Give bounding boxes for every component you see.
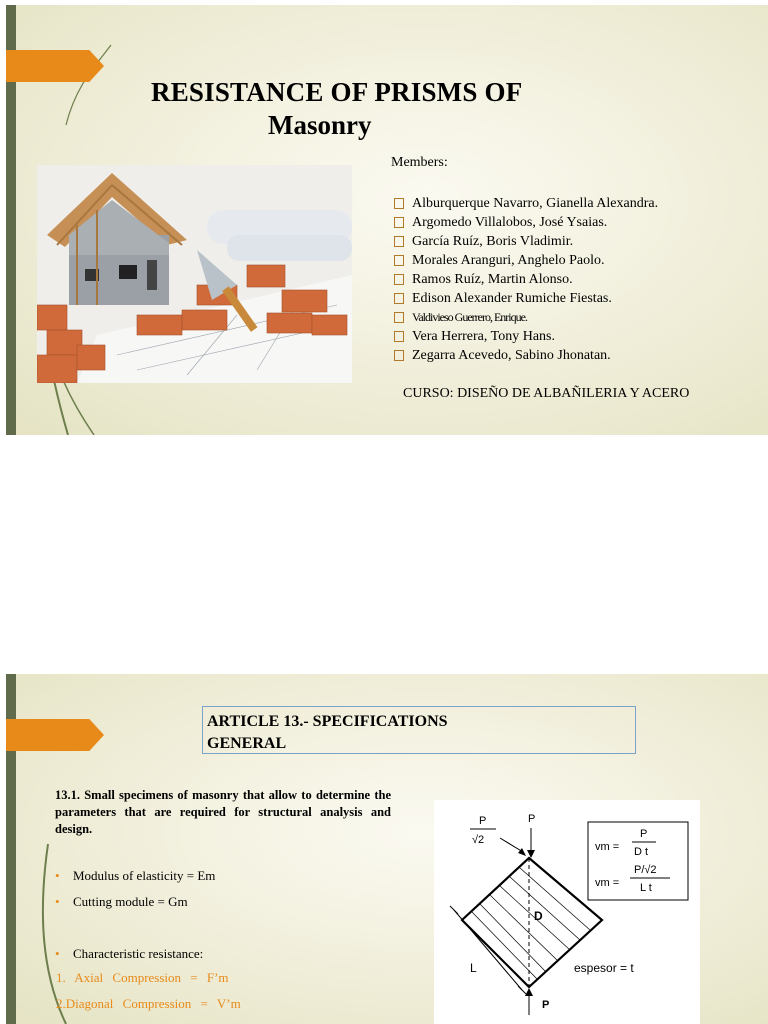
checkbox-bullet-icon bbox=[394, 255, 404, 266]
svg-text:P/√2: P/√2 bbox=[634, 864, 657, 876]
svg-text:P: P bbox=[528, 813, 536, 825]
members-list bbox=[394, 194, 658, 365]
checkbox-bullet-icon bbox=[394, 217, 404, 228]
article-heading-line1: ARTICLE 13.- SPECIFICATIONS bbox=[207, 713, 448, 730]
checkbox-bullet-icon bbox=[394, 312, 404, 323]
checkbox-bullet-icon bbox=[394, 293, 404, 304]
svg-text:vm =: vm = bbox=[595, 841, 620, 853]
checkbox-bullet-icon bbox=[394, 274, 404, 285]
checkbox-bullet-icon bbox=[394, 331, 404, 342]
svg-text:P: P bbox=[479, 815, 487, 827]
article-heading-line2: GENERAL bbox=[207, 735, 287, 752]
member-item: Zegarra Acevedo, Sabino Jhonatan. bbox=[394, 346, 658, 365]
svg-text:L: L bbox=[470, 961, 477, 975]
svg-text:D t: D t bbox=[634, 846, 649, 858]
svg-text:L t: L t bbox=[640, 882, 652, 894]
checkbox-bullet-icon bbox=[394, 198, 404, 209]
slide-title-line1: RESISTANCE OF PRISMS OF bbox=[151, 77, 523, 107]
diagonal-compression-diagram bbox=[434, 800, 700, 1024]
member-item: Edison Alexander Rumiche Fiestas. bbox=[394, 289, 658, 308]
article-heading-box bbox=[202, 706, 636, 754]
member-item: Alburquerque Navarro, Gianella Alexandra. bbox=[394, 194, 658, 213]
member-item: Vera Herrera, Tony Hans. bbox=[394, 327, 658, 346]
member-item: Morales Aranguri, Anghelo Paolo. bbox=[394, 251, 658, 270]
svg-text:√2: √2 bbox=[472, 834, 485, 846]
parameter-item: • Cutting module = Gm bbox=[55, 894, 215, 920]
member-item: Valdivieso Guerrero, Enrique. bbox=[394, 308, 658, 327]
svg-text:P: P bbox=[640, 828, 648, 840]
slide-title-line2: Masonry bbox=[268, 110, 372, 140]
orange-tab bbox=[6, 50, 104, 82]
slide-article-13 bbox=[6, 674, 768, 1024]
article-paragraph: 13.1. Small specimens of masonry that allow to determine the parameters that are required for structural analysis and design. bbox=[55, 788, 391, 836]
slide-title bbox=[6, 5, 768, 435]
svg-text:P: P bbox=[542, 999, 550, 1011]
course-label: CURSO: DISEÑO DE ALBAÑILERIA Y ACERO bbox=[403, 386, 690, 401]
parameter-list bbox=[55, 868, 215, 920]
checkbox-bullet-icon bbox=[394, 350, 404, 361]
compression-item: 2.Diagonal Compression = V’m bbox=[56, 996, 241, 1011]
house-bricks-image bbox=[37, 165, 352, 383]
svg-text:vm =: vm = bbox=[595, 877, 620, 889]
orange-tab bbox=[6, 719, 104, 751]
compression-list bbox=[56, 970, 241, 1022]
member-item: Argomedo Villalobos, José Ysaias. bbox=[394, 213, 658, 232]
characteristic-resistance-label: • Characteristic resistance: bbox=[55, 946, 203, 962]
member-item: Ramos Ruíz, Martin Alonso. bbox=[394, 270, 658, 289]
compression-item: 1. Axial Compression = F’m bbox=[56, 970, 229, 985]
members-label: Members: bbox=[391, 155, 448, 170]
parameter-item: • Modulus of elasticity = Em bbox=[55, 868, 215, 894]
member-item: García Ruíz, Boris Vladimir. bbox=[394, 232, 658, 251]
svg-text:espesor = t: espesor = t bbox=[574, 961, 634, 975]
svg-text:D: D bbox=[534, 909, 543, 923]
checkbox-bullet-icon bbox=[394, 236, 404, 247]
